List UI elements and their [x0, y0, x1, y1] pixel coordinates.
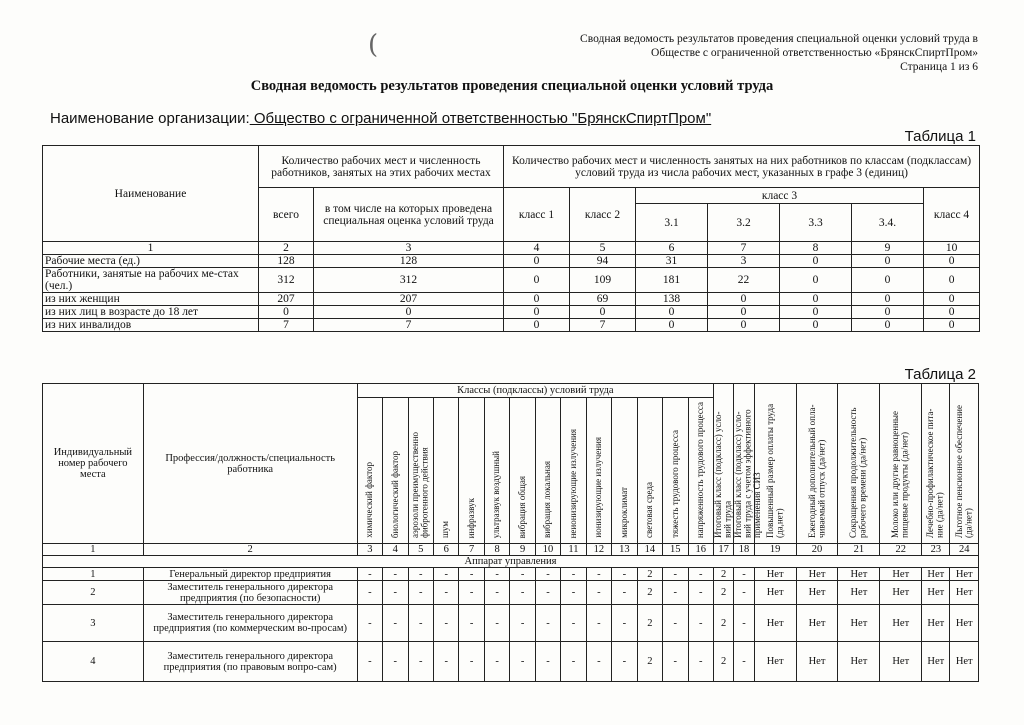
t2-h-factor-label: химический фактор: [364, 462, 375, 538]
t1-colnum: 1: [43, 242, 259, 255]
t2-cell: -: [383, 581, 408, 605]
t2-row-profession: Заместитель генерального директора предприятия (по коммерческим во-просам): [143, 605, 357, 642]
t1-row: [43, 293, 980, 306]
document-title: Сводная ведомость результатов проведения специальной оценки условий труда: [250, 78, 774, 94]
t2-h-factor-label: неионизирующие излучения: [567, 428, 578, 538]
t2-colnum: 23: [922, 544, 950, 556]
t1-cell: 22: [708, 268, 780, 293]
t2-cell: Нет: [880, 605, 922, 642]
t2-cell: -: [510, 568, 535, 581]
t1-cell: 128: [259, 255, 314, 268]
t2-cell: -: [535, 605, 560, 642]
t2-cell: Нет: [880, 568, 922, 581]
t1-colnum: 10: [924, 242, 980, 255]
t2-colnum: 1: [43, 544, 144, 556]
t1-cell: 0: [852, 255, 924, 268]
t1-h-class2: класс 2: [570, 188, 636, 242]
t2-cell: -: [510, 642, 535, 682]
organization-value: Общество с ограниченной ответственностью "БрянскСпиртПром": [249, 110, 712, 127]
t1-cell: 312: [314, 268, 504, 293]
table2: [42, 383, 979, 682]
t1-cell: 3: [708, 255, 780, 268]
t2-colnum: 8: [484, 544, 509, 556]
t2-section-title: Аппарат управления: [43, 556, 979, 568]
t2-h-extra-label: Ежегодный дополнительный опла-чиваемый отпуск (да/нет): [806, 404, 827, 538]
t2-colnum: 18: [734, 544, 754, 556]
t2-cell: -: [688, 581, 713, 605]
t2-colnum: 3: [357, 544, 382, 556]
table1: [42, 145, 980, 332]
t2-cell: Нет: [796, 581, 838, 605]
t1-row: [43, 268, 980, 293]
t2-cell: 2: [637, 605, 662, 642]
t2-cell: Нет: [922, 581, 950, 605]
t2-h-factor: [535, 398, 560, 544]
t2-colnum: 5: [408, 544, 433, 556]
t2-h-extra-label: Итоговый класс (подкласс) усло-вий труда: [713, 411, 733, 538]
t2-colnum: 20: [796, 544, 838, 556]
t2-cell: -: [459, 581, 484, 605]
t2-cell: Нет: [838, 605, 880, 642]
t2-cell: -: [459, 605, 484, 642]
t1-h-group1: Количество рабочих мест и численность работников, занятых на этих рабочих местах: [259, 146, 504, 188]
t2-h-factor-label: ультразвук воздушный: [491, 450, 502, 538]
t2-cell: -: [357, 568, 382, 581]
t2-cell: 2: [713, 605, 733, 642]
t2-cell: -: [586, 642, 611, 682]
t2-cell: -: [510, 605, 535, 642]
t2-cell: Нет: [754, 605, 796, 642]
organization-label: Наименование организации:: [50, 110, 250, 127]
t2-cell: Нет: [754, 642, 796, 682]
t2-h-id: Индивидуальный номер рабочего места: [43, 384, 144, 544]
t2-cell: Нет: [796, 642, 838, 682]
t2-cell: Нет: [838, 568, 880, 581]
t2-colnum: 19: [754, 544, 796, 556]
t1-h-c34: 3.4.: [852, 204, 924, 242]
t1-cell: 0: [780, 293, 852, 306]
t1-cell: 138: [636, 293, 708, 306]
t2-h-extra: [950, 384, 979, 544]
t2-row-profession: Генеральный директор предприятия: [143, 568, 357, 581]
t2-cell: -: [383, 642, 408, 682]
t2-h-classes: Классы (подклассы) условий труда: [357, 384, 713, 398]
t1-row: [43, 319, 980, 332]
t2-cell: -: [383, 568, 408, 581]
t2-cell: -: [383, 605, 408, 642]
t2-cell: -: [663, 581, 688, 605]
t1-cell: 0: [636, 306, 708, 319]
t2-h-factor-label: световая среда: [644, 482, 655, 538]
table1-caption: Таблица 1: [904, 128, 976, 145]
t2-cell: -: [663, 605, 688, 642]
t2-cell: -: [408, 605, 433, 642]
t2-colnum: 12: [586, 544, 611, 556]
t2-cell: -: [484, 568, 509, 581]
t2-cell: -: [433, 642, 458, 682]
scan-mark: (: [368, 30, 379, 60]
t1-cell: 207: [314, 293, 504, 306]
t1-cell: 0: [924, 268, 980, 293]
t2-cell: -: [663, 568, 688, 581]
t2-cell: -: [433, 581, 458, 605]
t1-cell: 0: [504, 255, 570, 268]
t2-cell: -: [734, 568, 754, 581]
t2-cell: -: [561, 605, 586, 642]
t1-cell: 312: [259, 268, 314, 293]
t1-cell: 0: [924, 255, 980, 268]
t2-cell: -: [408, 568, 433, 581]
t2-cell: -: [586, 605, 611, 642]
t2-cell: -: [663, 642, 688, 682]
t2-cell: -: [561, 642, 586, 682]
t2-h-factor: [383, 398, 408, 544]
t1-row-label: из них инвалидов: [43, 319, 259, 332]
t2-row: [43, 581, 979, 605]
t2-h-extra: [922, 384, 950, 544]
t1-h-name: Наименование: [43, 146, 259, 242]
t2-h-factor: [612, 398, 637, 544]
t2-h-factor: [586, 398, 611, 544]
t2-cell: -: [510, 581, 535, 605]
t2-cell: Нет: [922, 568, 950, 581]
t2-h-extra-label: Лечебно-профилактическое пита-ние (да/нет): [925, 408, 945, 538]
t2-colnum: 16: [688, 544, 713, 556]
header-line-1: Сводная ведомость результатов проведения специальной оценки условий труда в: [580, 33, 978, 45]
t2-row-id: 4: [43, 642, 144, 682]
t2-h-factor: [637, 398, 662, 544]
t2-h-extra: [838, 384, 880, 544]
t2-cell: -: [459, 568, 484, 581]
t2-h-factor-label: аэрозоли преимущественно фиброгенного действия: [410, 431, 430, 538]
t1-cell: 109: [570, 268, 636, 293]
t2-cell: -: [612, 581, 637, 605]
t1-cell: 94: [570, 255, 636, 268]
t2-cell: Нет: [838, 581, 880, 605]
t2-colnum: 21: [838, 544, 880, 556]
t2-h-factor-label: вибрация локальная: [542, 460, 553, 538]
t2-h-prof: Профессия/должность/специальность работника: [143, 384, 357, 544]
t2-h-extra-label: Молоко или другие равноценные пищевые продукты (да/нет): [890, 411, 910, 538]
t2-row-id: 3: [43, 605, 144, 642]
t1-h-total: всего: [259, 188, 314, 242]
t1-cell: 0: [852, 293, 924, 306]
t1-colnum: 5: [570, 242, 636, 255]
t2-cell: Нет: [796, 568, 838, 581]
t2-cell: -: [408, 581, 433, 605]
t2-cell: -: [586, 568, 611, 581]
t2-cell: Нет: [754, 568, 796, 581]
t1-cell: 0: [570, 306, 636, 319]
t2-cell: Нет: [950, 568, 979, 581]
t1-column-numbers: [43, 242, 980, 255]
t1-cell: 0: [924, 293, 980, 306]
t1-cell: 0: [708, 306, 780, 319]
t1-cell: 128: [314, 255, 504, 268]
t2-colnum: 22: [880, 544, 922, 556]
t2-cell: -: [734, 581, 754, 605]
t1-h-class4: класс 4: [924, 188, 980, 242]
t1-cell: 31: [636, 255, 708, 268]
t2-cell: 2: [637, 642, 662, 682]
t2-h-extra-label: Сокращенная продолжительность рабочего времени (да/нет): [848, 407, 868, 538]
organization-line: [50, 110, 711, 127]
header-line-3: Страница 1 из 6: [900, 61, 978, 73]
t1-colnum: 2: [259, 242, 314, 255]
t2-cell: -: [433, 605, 458, 642]
t1-cell: 0: [852, 306, 924, 319]
t1-colnum: 8: [780, 242, 852, 255]
t2-h-factor: [561, 398, 586, 544]
t2-cell: -: [408, 642, 433, 682]
t2-h-factor: [357, 398, 382, 544]
t2-colnum: 4: [383, 544, 408, 556]
t2-h-factor: [663, 398, 688, 544]
t2-colnum: 9: [510, 544, 535, 556]
t2-h-factor: [408, 398, 433, 544]
t1-cell: 207: [259, 293, 314, 306]
t1-h-class1: класс 1: [504, 188, 570, 242]
t2-cell: -: [433, 568, 458, 581]
t2-h-extra: [796, 384, 838, 544]
t2-cell: -: [357, 605, 382, 642]
t2-cell: -: [688, 642, 713, 682]
t1-h-c32: 3.2: [708, 204, 780, 242]
t1-h-c33: 3.3: [780, 204, 852, 242]
t2-h-factor-label: вибрация общая: [516, 475, 527, 538]
t2-cell: Нет: [950, 581, 979, 605]
t2-h-factor: [433, 398, 458, 544]
t2-colnum: 24: [950, 544, 979, 556]
t1-cell: 0: [504, 293, 570, 306]
t2-h-factor: [688, 398, 713, 544]
t1-cell: 0: [924, 306, 980, 319]
t2-cell: -: [612, 605, 637, 642]
t2-colnum: 13: [612, 544, 637, 556]
t2-cell: 2: [713, 642, 733, 682]
t2-cell: -: [535, 568, 560, 581]
t2-cell: -: [734, 642, 754, 682]
t2-cell: -: [612, 568, 637, 581]
t1-cell: 0: [314, 306, 504, 319]
t2-cell: 2: [637, 568, 662, 581]
t2-colnum: 11: [561, 544, 586, 556]
t1-cell: 181: [636, 268, 708, 293]
t2-cell: -: [484, 642, 509, 682]
t2-h-extra: [713, 384, 733, 544]
t2-cell: Нет: [950, 642, 979, 682]
t1-cell: 7: [570, 319, 636, 332]
t2-h-extra-label: Итоговый класс (подкласс) усло-вий труда с учетом эффективного применения СИЗ: [733, 409, 763, 538]
t2-h-factor: [459, 398, 484, 544]
t1-cell: 0: [708, 293, 780, 306]
t2-row: [43, 568, 979, 581]
t1-colnum: 4: [504, 242, 570, 255]
t2-cell: -: [688, 605, 713, 642]
t2-h-factor-label: напряженность трудового процесса: [695, 401, 705, 538]
t1-cell: 0: [852, 319, 924, 332]
t1-cell: 0: [852, 268, 924, 293]
t2-cell: 2: [713, 581, 733, 605]
t2-colnum: 15: [663, 544, 688, 556]
t1-cell: 7: [259, 319, 314, 332]
t2-cell: -: [484, 581, 509, 605]
t2-h-extra-label: Льготное пенсионное обеспечение (да/нет): [953, 405, 974, 538]
page-header: [580, 32, 978, 74]
t1-colnum: 7: [708, 242, 780, 255]
t2-h-factor-label: биологический фактор: [389, 450, 400, 538]
t2-row-id: 2: [43, 581, 144, 605]
t1-row-label: из них лиц в возрасте до 18 лет: [43, 306, 259, 319]
t1-row-label: из них женщин: [43, 293, 259, 306]
t1-h-assessed: в том числе на которых проведена специальная оценка условий труда: [314, 188, 504, 242]
t2-colnum: 10: [535, 544, 560, 556]
t2-cell: Нет: [880, 581, 922, 605]
t2-h-factor-label: ионизирующие излучения: [593, 437, 604, 538]
t2-h-factor-label: тяжесть трудового процесса: [669, 430, 680, 538]
t1-cell: 0: [504, 306, 570, 319]
t1-row: [43, 255, 980, 268]
t1-cell: 0: [708, 319, 780, 332]
t2-row-profession: Заместитель генерального директора предприятия (по правовым вопро-сам): [143, 642, 357, 682]
t2-cell: -: [734, 605, 754, 642]
t2-colnum: 17: [713, 544, 733, 556]
t2-cell: Нет: [754, 581, 796, 605]
t2-row-id: 1: [43, 568, 144, 581]
t1-cell: 0: [636, 319, 708, 332]
t1-cell: 0: [780, 319, 852, 332]
t1-cell: 0: [504, 268, 570, 293]
t2-h-extra: [880, 384, 922, 544]
t2-cell: Нет: [950, 605, 979, 642]
t1-colnum: 3: [314, 242, 504, 255]
t2-h-factor-label: микроклимат: [618, 487, 629, 538]
t2-colnum: 2: [143, 544, 357, 556]
t2-colnum: 7: [459, 544, 484, 556]
t2-row-profession: Заместитель генерального директора предприятия (по безопасности): [143, 581, 357, 605]
t1-row-label: Рабочие места (ед.): [43, 255, 259, 268]
t2-cell: 2: [637, 581, 662, 605]
t2-h-factor-label: шум: [440, 520, 451, 538]
t1-cell: 0: [780, 268, 852, 293]
t2-cell: 2: [713, 568, 733, 581]
t1-h-group2: Количество рабочих мест и численность занятых на них работников по классам (подклассам) условий труда из числа рабочих мест, указанных в графе 3 (единиц): [504, 146, 980, 188]
table2-caption: Таблица 2: [904, 366, 976, 383]
t2-cell: -: [561, 581, 586, 605]
t2-h-extra: [733, 384, 763, 544]
t2-h-factor: [484, 398, 509, 544]
t2-cell: -: [357, 581, 382, 605]
t2-row: [43, 642, 979, 682]
t2-cell: -: [586, 581, 611, 605]
header-line-2: Обществе с ограниченной ответственностью «БрянскСпиртПром»: [651, 47, 978, 59]
t1-h-c31: 3.1: [636, 204, 708, 242]
t1-cell: 7: [314, 319, 504, 332]
t2-cell: Нет: [838, 642, 880, 682]
t1-cell: 69: [570, 293, 636, 306]
t2-cell: Нет: [880, 642, 922, 682]
t2-h-factor: [510, 398, 535, 544]
t2-cell: -: [484, 605, 509, 642]
t1-cell: 0: [259, 306, 314, 319]
t2-h-extra-label: Повышенный размер оплаты труда (да,нет): [764, 403, 785, 538]
t2-cell: -: [459, 642, 484, 682]
t2-column-numbers: [43, 544, 979, 556]
t2-cell: Нет: [922, 642, 950, 682]
t2-cell: -: [561, 568, 586, 581]
t2-cell: Нет: [922, 605, 950, 642]
t1-cell: 0: [504, 319, 570, 332]
t1-cell: 0: [780, 255, 852, 268]
t1-cell: 0: [780, 306, 852, 319]
t2-cell: -: [535, 642, 560, 682]
t2-cell: Нет: [796, 605, 838, 642]
t2-cell: -: [612, 642, 637, 682]
t1-cell: 0: [924, 319, 980, 332]
t2-colnum: 14: [637, 544, 662, 556]
t2-cell: -: [357, 642, 382, 682]
t2-cell: -: [688, 568, 713, 581]
t1-colnum: 9: [852, 242, 924, 255]
t1-row: [43, 306, 980, 319]
t1-h-class3: класс 3: [636, 188, 924, 204]
t2-colnum: 6: [433, 544, 458, 556]
t2-cell: -: [535, 581, 560, 605]
t1-colnum: 6: [636, 242, 708, 255]
t1-row-label: Работники, занятые на рабочих ме-стах (чел.): [43, 268, 259, 293]
t2-h-factor-label: инфразвук: [465, 497, 476, 538]
t2-row: [43, 605, 979, 642]
